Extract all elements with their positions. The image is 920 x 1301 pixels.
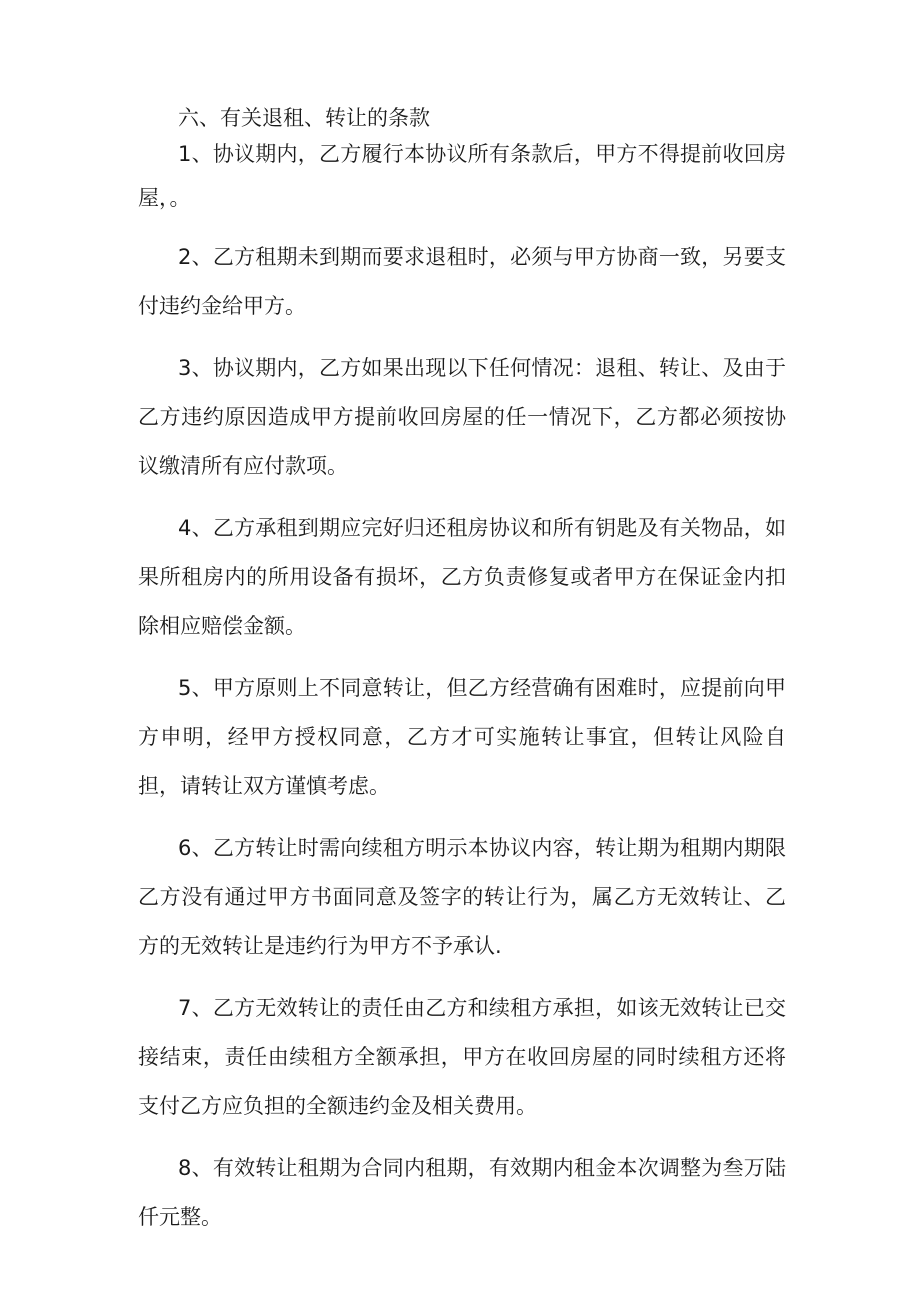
clause-8: 8、有效转让租期为合同内租期，有效期内租金本次调整为叁万陆仟元整。: [138, 1156, 786, 1229]
clause-4: 4、乙方承租到期应完好归还租房协议和所有钥匙及有关物品，如果所租房内的所用设备有损坏，乙方负责修复或者甲方在保证金内扣除相应赔偿金额。: [138, 516, 786, 638]
clause-1: 1、协议期内，乙方履行本协议所有条款后，甲方不得提前收回房屋，。: [138, 142, 786, 210]
clause-6: 6、乙方转让时需向续租方明示本协议内容，转让期为租期内期限乙方没有通过甲方书面同意及签字的转让行为，属乙方无效转让、乙方的无效转让是违约行为甲方不予承认.: [138, 836, 786, 958]
clause-7: 7、乙方无效转让的责任由乙方和续租方承担，如该无效转让已交接结束，责任由续租方全额承担，甲方在收回房屋的同时续租方还将支付乙方应负担的全额违约金及相关费用。: [138, 996, 786, 1118]
clause-5: 5、甲方原则上不同意转让，但乙方经营确有困难时，应提前向甲方申明，经甲方授权同意，乙方才可实施转让事宜，但转让风险自担，请转让双方谨慎考虑。: [138, 676, 786, 798]
section-title: 六、有关退租、转让的条款: [178, 106, 430, 130]
document-body: [138, 104, 786, 1242]
clause-3: 3、协议期内，乙方如果出现以下任何情况：退租、转让、及由于乙方违约原因造成甲方提前收回房屋的任一情况下，乙方都必须按协议缴清所有应付款项。: [138, 356, 786, 478]
clause-2: 2、乙方租期未到期而要求退租时，必须与甲方协商一致，另要支付违约金给甲方。: [138, 245, 786, 318]
